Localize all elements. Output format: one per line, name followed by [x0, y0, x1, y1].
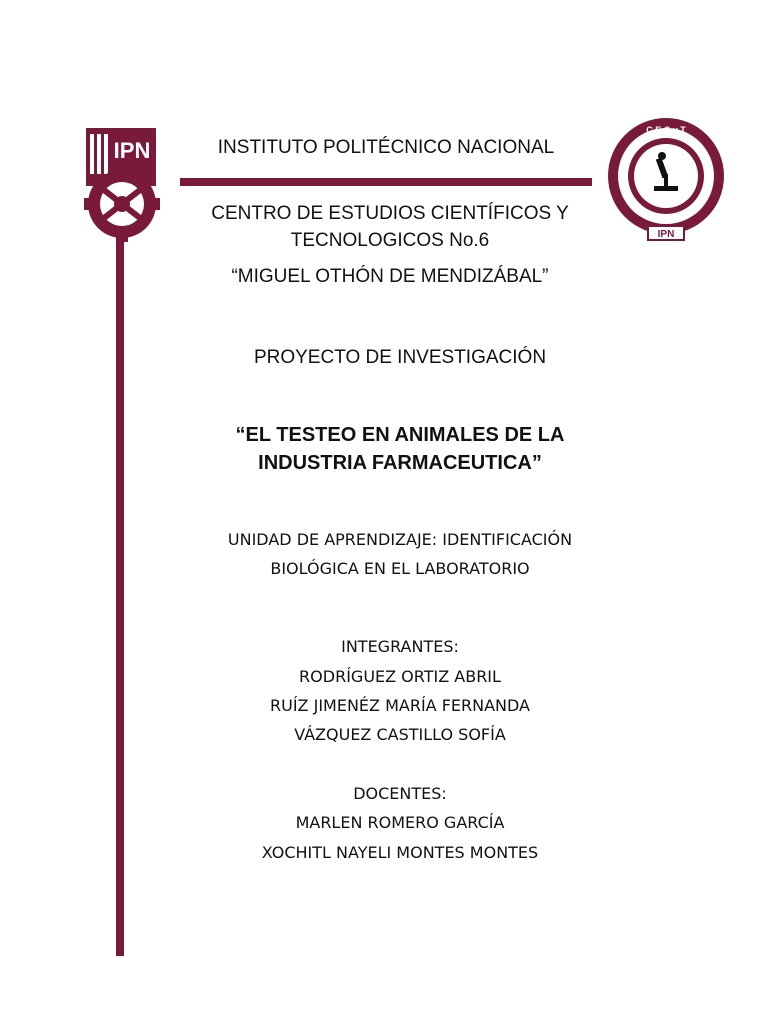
teacher-name: MARLEN ROMERO GARCÍA: [295, 813, 505, 832]
ipn-logo: [76, 118, 166, 256]
horizontal-rule: [180, 178, 592, 186]
centro-name-line-2: TECNOLOGICOS No.6: [290, 230, 490, 251]
unit-line-1: UNIDAD DE APRENDIZAJE: IDENTIFICACIÓN: [227, 530, 573, 549]
project-type: PROYECTO DE INVESTIGACIÓN: [253, 347, 547, 368]
integrantes-label: INTEGRANTES:: [341, 637, 459, 656]
member-name: RODRÍGUEZ ORTIZ ABRIL: [299, 667, 501, 686]
institution-title: INSTITUTO POLITÉCNICO NACIONAL: [217, 137, 555, 158]
teacher-name: XOCHITL NAYELI MONTES MONTES: [261, 843, 539, 862]
svg-text:IPN: IPN: [657, 229, 675, 240]
docentes-label: DOCENTES:: [353, 784, 447, 803]
svg-text:C.E.C.y T: C.E.C.y T: [646, 125, 686, 135]
project-title-line-1: “EL TESTEO EN ANIMALES DE LA: [235, 424, 565, 446]
member-name: RUÍZ JIMENÉZ MARÍA FERNANDA: [270, 696, 530, 715]
centro-name-line-1: CENTRO DE ESTUDIOS CIENTÍFICOS Y: [211, 203, 569, 224]
project-title-line-2: INDUSTRIA FARMACEUTICA”: [258, 452, 542, 474]
centro-name: “MIGUEL OTHÓN DE MENDIZÁBAL”: [231, 266, 549, 287]
unit-line-2: BIOLÓGICA EN EL LABORATORIO: [270, 559, 530, 578]
cecyt-logo: [604, 116, 728, 254]
member-name: VÁZQUEZ CASTILLO SOFÍA: [294, 725, 506, 744]
svg-text:IPN: IPN: [113, 138, 151, 163]
